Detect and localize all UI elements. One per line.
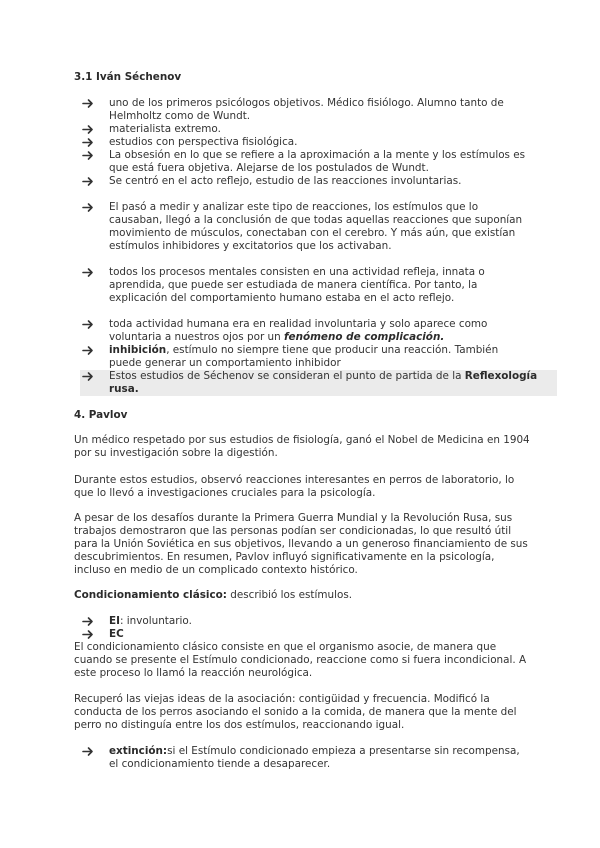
paragraph: Durante estos estudios, observó reacciones interesantes en perros de laboratorio, lo que lo llevó a investigaciones cruciales para la psicología. (74, 474, 515, 499)
highlighted-list-item: Estos estudios de Séchenov se consideran el punto de partida de la Reflexología rusa. (80, 370, 557, 396)
arrow-bullet-icon (82, 318, 96, 331)
section-heading-pavlov: 4. Pavlov (74, 409, 128, 421)
term-ei: EI (109, 615, 120, 627)
paragraph: Un médico respetado por sus estudios de fisiología, ganó el Nobel de Medicina en 1904 por su investigación sobre la digestión. (74, 434, 530, 459)
arrow-bullet-icon (82, 149, 96, 162)
bullet-list-6 (82, 745, 530, 771)
list-item: Se centró en el acto reflejo, estudio de las reacciones involuntarias. (82, 175, 530, 188)
arrow-bullet-icon (82, 97, 96, 110)
term-condicionamiento: Condicionamiento clásico: (74, 589, 227, 601)
arrow-bullet-icon (82, 175, 96, 188)
list-item: uno de los primeros psicólogos objetivos. Médico fisiólogo. Alumno tanto de Helmholtz como de Wundt. (82, 97, 530, 123)
term-ec: EC (109, 628, 124, 640)
paragraph: El condicionamiento clásico consiste en que el organismo asocie, de manera que cuando se presente el Estímulo condicionado, reaccione como si fuera incondicional. A este proceso lo llamó la reacción neurológica. (74, 641, 527, 679)
arrow-bullet-icon (82, 344, 96, 357)
arrow-bullet-icon (82, 628, 96, 641)
list-item: estudios con perspectiva fisiológica. (82, 136, 530, 149)
bullet-list-4 (82, 318, 538, 396)
arrow-bullet-icon (82, 136, 96, 149)
arrow-bullet-icon (82, 266, 96, 279)
list-item: inhibición, estímulo no siempre tiene que producir una reacción. También puede generar un comportamiento inhibidor (82, 344, 530, 370)
arrow-bullet-icon (82, 123, 96, 136)
paragraph-condicionamiento: Condicionamiento clásico: describió los estímulos. (74, 589, 353, 601)
list-item: todos los procesos mentales consisten en una actividad refleja, innata o aprendida, que puede ser estudiada de manera científica. Por tanto, la explicación del comportamiento humano estaba en el acto reflejo. (82, 266, 530, 305)
term-reflexologia: Reflexología rusa. (109, 370, 538, 395)
bullet-list-5 (82, 615, 530, 641)
arrow-bullet-icon (82, 370, 96, 383)
bullet-list-2 (82, 201, 530, 253)
term-inhibicion: inhibición (109, 344, 167, 356)
list-item: toda actividad humana era en realidad involuntaria y solo aparece como voluntaria a nuestros ojos por un fenómeno de complicación. (82, 318, 530, 344)
list-item: materialista extremo. (82, 123, 530, 136)
list-item: El pasó a medir y analizar este tipo de reacciones, los estímulos que lo causaban, llegó a la conclusión de que todas aquellas reacciones que suponían movimiento de músculos, conectaban con el cerebro. Y más aún, que existían estímulos inhibidores y excitatorios que los activaban. (82, 201, 530, 253)
bullet-list-1 (82, 97, 530, 188)
section-heading-sechenov: 3.1 Iván Séchenov (74, 71, 182, 83)
list-item: EI: involuntario. (82, 615, 530, 628)
bullet-list-3 (82, 266, 530, 305)
emphasis-text: fenómeno de complicación. (284, 331, 445, 343)
list-item: La obsesión en lo que se refiere a la aproximación a la mente y los estímulos es que está fuera objetiva. Alejarse de los postulados de Wundt. (82, 149, 530, 175)
list-item (82, 628, 530, 641)
paragraph: Recuperó las viejas ideas de la asociación: contigüidad y frecuencia. Modificó la conducta de los perros asociando el sonido a la comida, de manera que la mente del perro no distinguía entre los dos estímulos, reaccionando igual. (74, 693, 517, 731)
arrow-bullet-icon (82, 201, 96, 214)
arrow-bullet-icon (82, 615, 96, 628)
term-extincion: extinción: (109, 745, 168, 757)
list-item: extinción:si el Estímulo condicionado empieza a presentarse sin recompensa, el condicionamiento tiende a desaparecer. (82, 745, 530, 771)
arrow-bullet-icon (82, 745, 96, 758)
paragraph: A pesar de los desafíos durante la Primera Guerra Mundial y la Revolución Rusa, sus trabajos demostraron que las personas podían ser condicionadas, lo que resultó útil para la Unión Soviética en sus objetivos, llevando a un generoso financiamiento de sus descubrimientos. En resumen, Pavlov influyó significativamente en la psicología, incluso en medio de un complicado contexto histórico. (74, 512, 528, 576)
